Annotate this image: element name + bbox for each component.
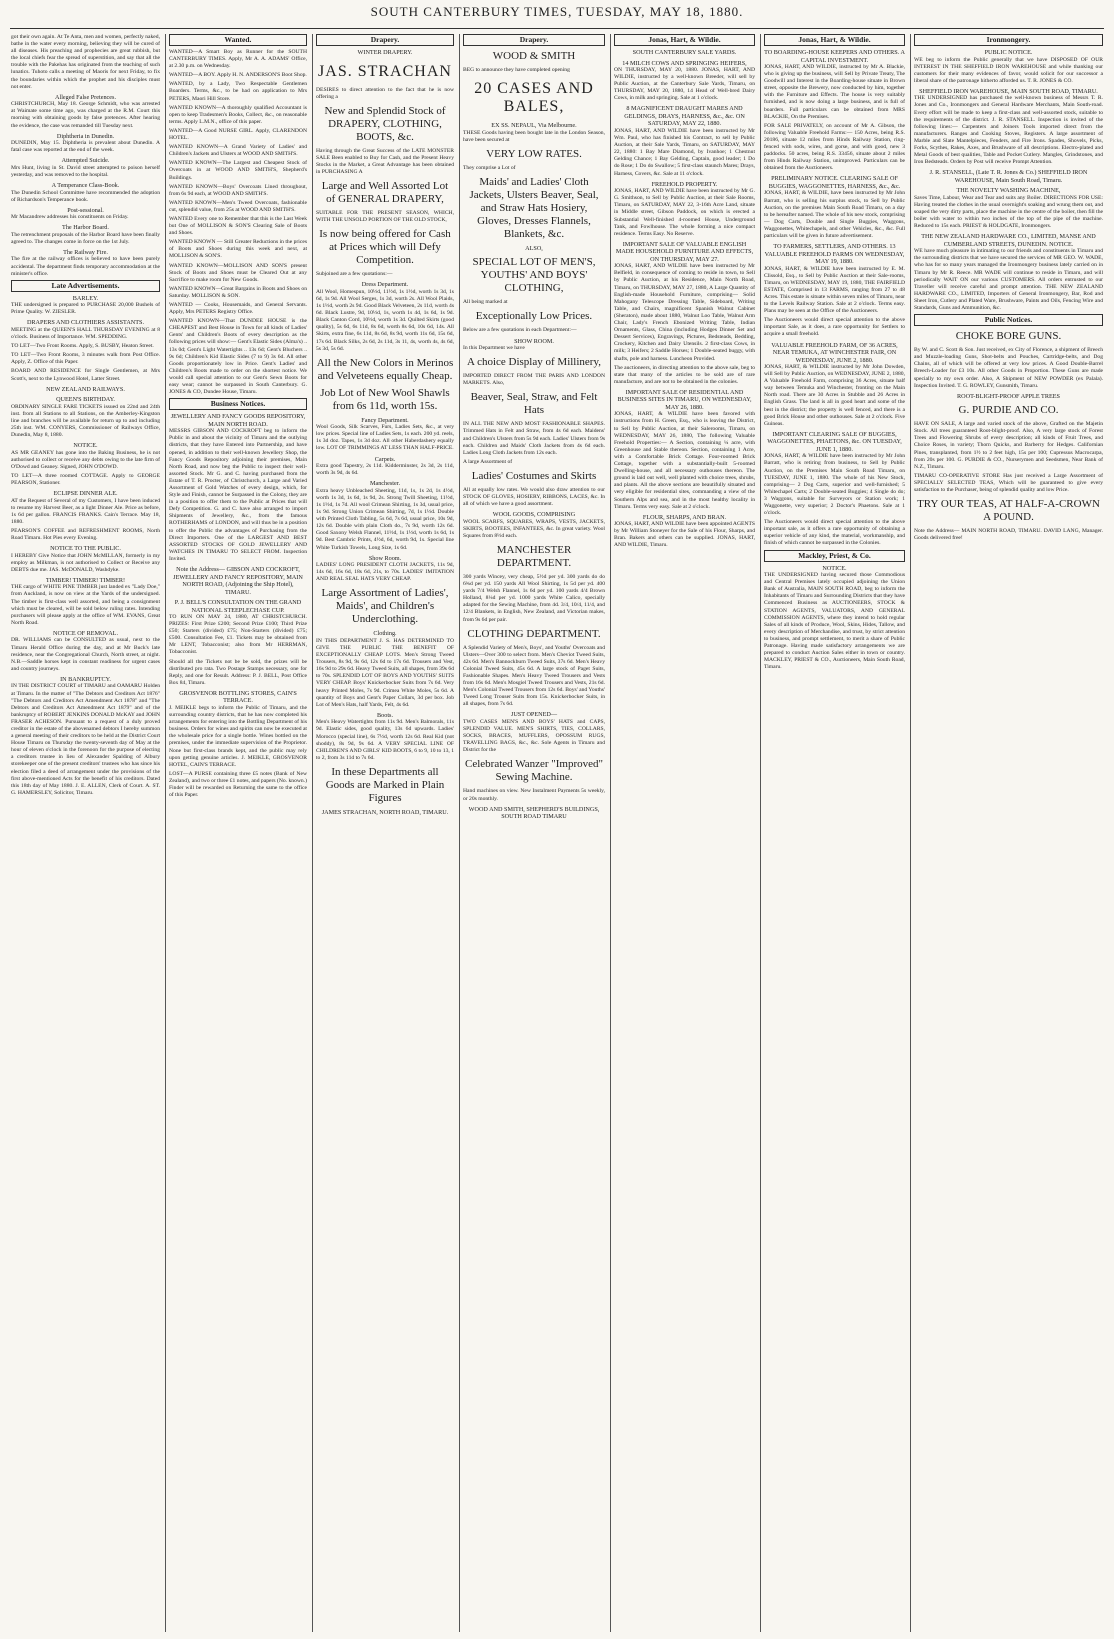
article-text: The Dunedin School Committee have recommended the adoption of Richardson's Temperance book. xyxy=(11,189,160,203)
article-text: JONAS, HART, & WILDIE instructed by Mr John Dowden, will Sell by Public Auction, on WEDNESDAY, JUNE 2, 1880, A Valuable Freehold Farm, comprising 36 Acres, situate half way between Temuka and Winchester, fronting on the Main North road. There are 30 Acres in Stubble and 26 Acres in English Grass. The land is all in good heart and some of the best in the district; the property is well fenced, and there is a good Brick House and other outhouses. Sale at 2 o'clock. Five Guineas. xyxy=(764,364,905,427)
column-heading: Wanted. xyxy=(169,34,307,46)
article-text: THE cargo of WHITE PINE TIMBER just landed ex "Lady Doe," from Auckland, is now on view at the Yards of the undersigned. The timber is first-class well assorted, and being a consignment which must be cleared, will be sold below ruling rates. Intending purchasers will please apply at the office of WM. EVANS, Great North Road. xyxy=(11,584,160,626)
article-text: WANTED — Cooks, Housemaids, and General Servants. Apply, Mrs PETERS Registry Office. xyxy=(169,302,307,316)
display-line: In these Departments all Goods are Marked in Plain Figures xyxy=(325,765,445,804)
headline: NEW ZEALAND RAILWAYS. xyxy=(46,385,125,393)
article-text: IMPORTED DIRECT FROM THE PARIS AND LONDON MARKETS. Also, xyxy=(463,373,605,387)
column-heading: Jonas, Hart, & Wildie. xyxy=(764,34,905,46)
display-line: Beaver, Seal, Straw, and Felt Hats xyxy=(470,391,598,417)
display-line: MANCHESTER DEPARTMENT. xyxy=(496,543,572,569)
headline: NOTICE TO THE PUBLIC. xyxy=(50,545,121,553)
masthead-rule xyxy=(10,28,1104,29)
article-text: JONAS, HART, AND WILDIE have been appointed AGENTS by Mr William Stoneyer for the Sale of his Flour, Sharps, and Bran. Bakers and others can be supplied. JONAS, HART, AND WILDIE, Timaru. xyxy=(614,521,755,549)
column-3 xyxy=(312,34,457,1632)
section-heading: Public Notices. xyxy=(914,314,1103,326)
article-text: The Auctioneers would direct special attention to the above important Sale, as it does, a rare opportunity for Settlers to acquire a small freehold. xyxy=(764,317,905,338)
headline: Diphtheria in Dunedin. xyxy=(56,132,115,140)
headline: SHOW ROOM. xyxy=(514,337,554,345)
article-text: CHRISTCHURCH, May 18. George Schmidt, who was arrested at Waimate some time ago, was charged at the R.M. Court this morning with obtaining goods by false pretences. After hearing the evidence, the case was remanded till Tuesday next. xyxy=(11,101,160,129)
article-text: Extra good Tapestry, 2s 11d. Kidderminster, 2s 3d, 2s 11d, worth 3s 9d, 4s 6d. xyxy=(316,463,454,477)
headline: FREEHOLD PROPERTY. xyxy=(651,180,718,188)
article-text: JONAS, HART, AND WILDIE have been instructed by Mr G. G. Smithson, to Sell by Public Auction, at their Sale Rooms, Timaru, on SATURDAY, MAY 22, 3-16th Acre Land, situate in Middle street, Gibson Paddock, on which is erected a Substantial Well-finished 4-roomed House, Underground Tank, and Fowlhouse. The whole forming a nice compact residence. Terms Easy. No Reserve. xyxy=(614,188,755,237)
article-text: WANTED KNOWN—Great Bargains in Boots and Shoes on Saturday. MOLLISON & SON. xyxy=(169,285,307,299)
headline: IMPORTANT SALE OF RESIDENTIAL AND BUSINESS SITES IN TIMARU, ON WEDNESDAY, MAY 26, 1880. xyxy=(617,388,752,411)
headline: 14 MILCH COWS AND SPRINGING HEIFERS, xyxy=(622,59,747,67)
article-text: WANTED—A Good NURSE GIRL. Apply, CLARENDON HOTEL. xyxy=(169,127,307,142)
article-text: AT the Request of Several of my Customers, I have been induced to resume my Harvest Beer, as a light Dinner Ale. Price as before, 1s 6d per gallon. FRANCIS FRANKS. Cain's Terrace. May 18, 1880. xyxy=(11,497,160,525)
display-line: A choice Display of Millinery, xyxy=(466,356,601,369)
headline: SOUTH CANTERBURY SALE YARDS. xyxy=(632,49,737,56)
article-text: IN THIS DEPARTMENT J. S. HAS DETERMINED TO GIVE THE PUBLIC THE BENEFIT OF EXCEPTIONALLY CHEAP LOTS. Men's Strong Tweed Trousers, 8s 9d, 9s 6d, 12s 6d to 17s 6d. Trousers and Vest, 16s 9d to 29s 6d. Heavy Tweed Suits, all shapes, from 39s 6d to 70s. SPLENDID LOT OF BOYS AND YOUTHS' SUITS VERY CHEAP. Boys' Knickerbocker Suits from 7s 6d. Very heavy Printed Moles, 7s 9d. Crimea White Moles, 5s 6d. A quantity of Boys and Gent's Paper Collars, 3d per box. Job Lot of Men's Hats, half Yards, Felt, 4s 6d. xyxy=(316,637,454,708)
headline: NOTICE OF REMOVAL. xyxy=(52,629,119,637)
headline: Fancy Department. xyxy=(361,416,409,424)
article-text: The retrenchment proposals of the Harbor Board have been finally agreed to. The changes come in force on the 1st July. xyxy=(11,231,160,245)
display-line: Exceptionally Low Prices. xyxy=(475,310,593,323)
headline: IMPORTANT SALE OF VALUABLE ENGLISH MADE HOUSEHOLD FURNITURE AND EFFECTS, ON THURSDAY, MAY 27. xyxy=(615,240,754,263)
headline: TO BOARDING-HOUSE KEEPERS AND OTHERS. A CAPITAL INVESTMENT. xyxy=(764,49,905,64)
headline: VALUABLE FREEHOLD FARM, OF 36 ACRES, NEAR TEMUKA, AT WINCHESTER FAIR, ON WEDNESDAY, JUNE 2, 1880. xyxy=(771,341,898,364)
headline: JEWELLERY AND FANCY GOODS REPOSITORY, MAIN NORTH ROAD. xyxy=(170,413,306,428)
article-text: PEARSON'S COFFEE and REFRESHMENT ROOMS, North Road Timaru. Hot Pies every Evening. xyxy=(11,527,160,541)
article-text: THE UNDERSIGNED has purchased the well-known business of Messrs T. R. Jones and Co., Ironmongers and General Hardware Merchants, Main South-road. Every effort will be made to keep a first-class and well-assorted stock, suitable to the requirements of the district. J. R. STANSELL. Inspection is invited of the following lines:— Carpenters and Joiners Tools imported direct from the manufacturers. Ranges and Cooking Stoves, Registers. A large assortment of Marble and Slate Mantelpieces, Fenders, and Fire Irons. Spades, Shovels, Picks, Forks, Scythes, Rakes, Axes, and Brushware of all descriptions. Electro-plated and Metal Goods of best qualities, Table and Pocket Cutlery. Mangles, Grindstones, and Iron Bedsteads. Orders by Post will receive Prompt Attention. xyxy=(914,95,1103,166)
article-text: BEG to announce they have completed opening xyxy=(463,67,570,73)
headline: Manchester. xyxy=(369,480,401,488)
headline: Clothing. xyxy=(373,630,397,638)
article-text: WE have much pleasure in intimating to our friends and constituents in Timaru and the surrounding districts that we have secured the services of MR GEO. W. WADE, who has for so many years managed the Ironmongery business lately carried on in Timaru by Mr R. Reece. MR WADE will continue to reside in Timaru, and will periodically WAIT ON our various CUSTOMERS. All orders entrusted to our Traveller will receive careful and prompt attention. THE NEW ZEALAND HARDWARE CO., LIMITED, Importers of General Ironmongery, Bar, Rod and Sheet Iron, Cutlery and Plated Ware, Brushware, Paints and Oils, Fencing Wire and Standards, Guns and Ammunition, &c. xyxy=(914,248,1103,312)
article-text: 300 yards Wincey, very cheap, 5½d per yd. 300 yards do do 6¾d per yd. 150 yards All Wool Shirting, 1s 5d per yd. 400 yards 7/4 Welsh Flannel, 1s 6d per yd. 100 yards 4/4 Brown Holland, 8¼d per yd. 1000 yards White Calico, specially adapted for the Sewing Machine, from 4d. 3/4, 10/4, 11/4, and 12/4 Blankets, in English, New Zealand, and Victorian makes, from 9s 6d per pair. xyxy=(463,573,605,623)
column-heading: Jonas, Hart, & Wildie. xyxy=(614,34,755,46)
article-text: BOARD AND RESIDENCE for Single Gentlemen, at Mrs Scott's, next to the Lynwood Hotel, Latter Street. xyxy=(11,368,160,382)
column-4 xyxy=(459,34,608,1632)
column-1 xyxy=(8,34,163,1632)
headline: Carpets. xyxy=(374,455,396,463)
display-title: 20 CASES AND BALES, xyxy=(474,80,594,116)
article-text: JONAS, HART, & WILDIE have been instructed by E. M. Clissold, Esq., to Sell by Public Auction at their Sale-rooms, Timaru, on WEDNESDAY, MAY 19, 1880, THE FAIRFIELD ESTATE, Comprised in 13 FARMS, ranging from 27 to 48 Acres. This estate is situate within seven miles of Timaru, near to the Levels Railway Station. Sale at 2 o'clock. Terms easy. Plans may be seen at the Office of the Auctioneers. xyxy=(764,265,905,315)
article-text: ORDINARY SINGLE FARE TICKETS issued on 22nd and 24th inst. from all Stations to all Stations, on the Amberley-Kingston line and branches will be available for return up to and including 25th inst. WM. CONYERS, Commissioner of Railways Office, Dunedin, May 8, 1880. xyxy=(11,403,160,438)
headline: ALSO, xyxy=(525,244,543,252)
article-text: Mrs Hunt, living in St. David street attempted to poison herself yesterday, and was removed to the hospital. xyxy=(11,164,160,178)
article-text: Mr Macandrew addresses his constituents on Friday. xyxy=(11,214,129,221)
column-7 xyxy=(910,34,1106,1632)
column-heading: Ironmongery. xyxy=(914,34,1103,46)
article-text: TO RUN ON MAY 24, 1880, AT CHRISTCHURCH. PRIZES: First Prize £200; Second Prize £100; Third Prize £50; Starters (divided) £75; Non-Starters (divided) £75; £500. Consultation Fee, £1. Tickets may be obtained from Mr LENT, Tobacconist; also from Mr HERRMAN, Tobacconist. xyxy=(169,614,307,656)
headline: EX SS. NEPAUL, Via Melbourne. xyxy=(491,122,577,130)
headline: PRELIMINARY NOTICE. CLEARING SALE OF BUGGIES, WAGGONETTES, HARNESS, &c., &c. xyxy=(768,175,901,190)
display-line: Is now being offered for Cash at Prices which will Defy Competition. xyxy=(319,228,451,267)
article-text: MESSRS GIBSON AND COCKROFT beg to inform the Public in and about the vicinity of Timaru and the outlying districts, that they have Entered into Partnership, and have opened, in addition to their well-known Jewellery Shop, the Fancy Goods Repository adjoining their premises, Main North Road, and now beg the Public to inspect their well-assorted Stock. Mr G. and C. having purchased from the Estate of T. R. Procter, of Christchurch, a Large and Varied Assortment of Gold Watches of every design, which, for Style and Finish, cannot be Surpassed in the Colony, they are in a position to offer them to the Public at Prices that will Defy Competition. G. and C. have also arranged to import Shipments of Jewellery, &c., from the famous ROTHERHAMS of LONDON, and will thus be in a position to offer the Public the advantages of Purchasing from the Direct Importers. One of the LARGEST AND BEST ASSORTED STOCKS OF GOLD JEWELLERY AND WATCHES IN TIMARU TO SELECT FROM. Inspection Invited. xyxy=(169,428,307,562)
article-text: SUITABLE FOR THE PRESENT SEASON, WHICH, WITH THE UNSOLD PORTION OF THE OLD STOCK, xyxy=(316,210,454,224)
headline: P. J. BELL'S CONSULTATION ON THE GRAND NATIONAL STEEPLECHASE CUP. xyxy=(174,599,302,614)
display-line: CHOKE BORE GUNS. xyxy=(955,330,1062,343)
article-text: WANTED, by a Lady, Two Respectable Gentlemen Boarders. Terms, &c., to be had on application to Mrs PETERS, Maori Hill Store. xyxy=(169,81,307,102)
article-text: AS MR GEANEY has gone into the Baking Business, he is not authorised to collect or receive any debts owing to the late firm of O'Dowd and Geaney. Signed, JOHN O'DOWD. xyxy=(11,449,160,470)
headline: GROSVENOR BOTTLING STORES, CAIN'S TERRACE. xyxy=(179,689,297,705)
article-text: ON THURSDAY, MAY 20, 1880. JONAS, HART, AND WILDIE, instructed by a well-known Breeder, will sell by Public Auction, at the Canterbury Sale Yards, Timaru, on THURSDAY, MAY 20, 1880, 14 Head of Well-bred Dairy Cows, in milk and springing. Sale at 1 o'clock. xyxy=(614,67,755,102)
headline: THE NOVELTY WASHING MACHINE, xyxy=(956,187,1061,195)
article-text: WANTED KNOWN—Boys' Overcoats Lined throughout, from 6s 9d each, at WOOD AND SMITH'S. xyxy=(169,183,307,197)
headline: QUEEN'S BIRTHDAY. xyxy=(56,396,115,404)
article-text: JONAS, HART, AND WILDIE have been instructed by Mr Belfield, in consequence of coming to reside in town, to Sell by Public Auction, at his Residence, Main North Road, Timaru, on THURSDAY, MAY 27, 1880, A Large Quantity of English-made Household Furniture, comprising— Solid Mahogany Telescope Dressing Table, Sideboard, Writing Table, and Chairs, magnificent Spanish Walnut Cabinet (Sheraton), made about 1880, Walnut Loo Table, Walnut Arm Chair, Lady's French Ebonized Writing Table, Indian Ornaments, Glass, China (including Hodges Dinner Set and Dessert Services), Engravings, Pictures, Bedsteads, Bedding, Crockery, Kitchen and Dairy Utensils. 2 first-class Cows, in milk; 3 Heifers; 2 Saddle Horses; 1 Double-seated buggy, with shafts, pole and harness. Luncheon Provided. xyxy=(614,263,755,362)
article-text: The fire at the railway offices is believed to have been purely accidental. The department finds temporary accommodation at the minister's office. xyxy=(11,256,160,277)
article-text: Saves Time, Labour, Wear and Tear and suits any Boiler. DIRECTIONS FOR USE: Having treated the clothes in the usual overnight's soaking and wrung them out, and soaped the very dirty parts, place the machine in the centre of the boiler, then fill the boiler with water to within two inches of the top of the pipe of the machine. Reduced to 15s each. PRIEST & HOLDGATE, Ironmongers. xyxy=(914,194,1103,230)
display-line: Job Lot of New Wool Shawls from 6s 11d, worth 15s. xyxy=(320,386,450,412)
display-title: JAS. STRACHAN xyxy=(318,62,452,80)
display-line: TRY OUR TEAS, AT HALF-A-CROWN A POUND. xyxy=(917,498,1100,524)
article-text: JONAS, HART, & WILDIE have been favored with instructions from H. Green, Esq., who is leaving the District, to Sell by Public Auction, at their Salerooms, Timaru, on WEDNESDAY, MAY 26, 1880, The following Valuable Freehold Properties:— A Section, containing ¼ acre, with Greenhouse and Stable thereon. Section, containing 1 Acre, with a Comfortable Brick Cottage. Four-roomed Brick Cottage, together with a substantially-built 5-roomed Dwelling-house, and all necessary outhouses thereon. The ground is laid out well, well planted with choice trees, shrubs, and plants. All the above sections are beautifully situated and very eligible for residential sites, commanding a view of the Southern Alps and sea, and in the most healthy locality in Timaru. Terms very easy. Sale at 2 o'clock. xyxy=(614,411,755,510)
article-text: TO LET—A three roomed COTTAGE. Apply to GEORGE PEARSON, Stationer. xyxy=(11,472,160,486)
article-text: WANTED KNOWN—That DUNDEE HOUSE is the CHEAPEST and Best House in Town for all kinds of Ladies' Gents' and Children's Boots of every description as the following prices will show:— Gent's Elastic Sides (Alma's) .. 13s 0d; Gent's Light Watertights .. 13s 6d; Gent's Bluchers .. 9s 6d; Children's Kid Elastic Sides (7 to 9) 3s 6d. All other Goods proportionately low in Price. Gent's Ladies' and Children's Boots made to order on the shortest notice. We would call special attention to our Gent's Sewn Boots for easy wear; cannot be surpassed in South Canterbury. G. JONES & CO, Dundee House, Timaru. xyxy=(169,318,307,396)
display-line: Large Assortment of Ladies', Maids', and Children's Underclothing. xyxy=(321,587,449,626)
article-text: J. MEIKLE begs to inform the Public of Timaru, and the surrounding country districts, that he has now completed his arrangements for entering into the Bottling Department of his business. Orders for wines and spirits can now be executed at the wholesale price for a single bottle. Wines bottled on the premises, under the immediate supervision of the Proprietor. None but first-class brands kept, and the public may rely upon getting genuine articles. J. MEIKLE, GROSVENOR HOTEL, CAIN'S TERRACE. xyxy=(169,704,307,768)
headline: Boots. xyxy=(377,711,393,719)
headline: SHEFFIELD IRON WAREHOUSE, MAIN SOUTH ROAD, TIMARU. xyxy=(919,87,1098,95)
headline: Note the Address— GIBSON AND COCKROFT, JEWELLERY AND FANCY REPOSITORY, MAIN NORTH ROAD, (Adjoining the Ship Hotel), TIMARU. xyxy=(173,566,303,596)
article-text: THE undersigned is prepared to PURCHASE 20,000 Bushels of Prime Quality. W. ZIESLER. xyxy=(11,302,160,316)
masthead: SOUTH CANTERBURY TIMES, TUESDAY, MAY 18, 1880. xyxy=(370,4,744,19)
headline: FLOUR, SHARPS, AND BRAN. xyxy=(642,513,727,521)
article-text: Below are a few quotations in each Department:— xyxy=(463,327,577,334)
article-text: In this Department we have xyxy=(463,345,525,352)
column-6 xyxy=(760,34,908,1632)
headline: BARLEY. xyxy=(72,294,99,302)
article-text: TIMARU CO-OPERATIVE STORE Has just received a Large Assortment of SPECIALLY SELECTED TEAS, Which will be guaranteed to give every satisfaction to the Purchaser, being of splendid quality and low Price. xyxy=(914,472,1103,494)
column-2 xyxy=(165,34,310,1632)
headline: NOTICE. xyxy=(822,564,847,572)
section-heading: Business Notices. xyxy=(169,398,307,410)
display-line: New and Splendid Stock of DRAPERY, CLOTHING, BOOTS, &c. xyxy=(324,104,446,143)
article-text: DUNEDIN, May 15. Diphtheria is prevalent about Dunedin. A fatal case was reported at the end of the week. xyxy=(11,140,160,154)
headline: TO FARMERS, SETTLERS, AND OTHERS. 13 VALUABLE FREEHOLD FARMS ON WEDNESDAY, MAY 19, 1880. xyxy=(764,243,905,266)
headline: Dress Department. xyxy=(361,281,409,289)
article-text: DESIRES to direct attention to the fact that he is now offering a xyxy=(316,86,454,100)
headline: Post-sessional. xyxy=(67,206,104,214)
headline: Attempted Suicide. xyxy=(61,157,110,165)
article-text: They comprise a Lot of xyxy=(463,164,516,171)
display-line: Celebrated Wanzer "Improved" Sewing Machine. xyxy=(465,758,603,784)
headline: WOOD AND SMITH, SHEPHERD'S BUILDINGS, SOUTH ROAD TIMARU xyxy=(468,805,600,821)
article-text: WANTED Every one to Remember that this is the Last Week but One of MOLLISON & SON'S Clearing Sale of Boots and Shoes. xyxy=(169,215,307,237)
article-text: IN ALL THE NEW AND MOST FASHIONABLE SHAPES. Trimmed Hats in Felt and Straw, from 4s 6d each. Maidens' and Children's Ulsters from 5s 9d each. Ladies' Ulsters from 9s each. Children and Maids' Cloth Jackets from 4s 6d each. Ladies Long Cloth Jackets from 12s each. xyxy=(463,421,605,456)
article-text: Extra heavy Unbleached Sheeting, 11d, 1s, 1s 2d, 1s 4½d, worth 1s 3d, 1s 6d, 1s 9d, 2s. Strong Twill Sheeting, 11½d, 1s 1½d, 1s 7d. All wool Crimean Shirting, 1s 3d, usual price, 1s 9d. Strong Union Crimean Shirting, 7d, 1s 1½d. Double with Printed Cloth Tabling, 5s 6d, 7s 6d, usual price, 10s 9d, 12s 6d. Double with plain Cloth do., 7s 9d, worth 12s 6d. Good Saxony Welsh Flannel, 11½d, 1s 1½d, worth 1s 6d, 1s 9d. Best Cambric Prints, 4½d, 6d, worth 9d, 1s. Special line White Turkish Towels, Long Size, 1s 6d. xyxy=(316,487,454,551)
article-text: HAVE ON SALE, A large and varied stock of the above, Grafted on the Majetin Stock. All trees guaranteed Root-blight-proof. Also, A very large stock of Forest Trees and Flowering Shrubs of every description; all kinds of Fruit Trees, and Choice Roses, in variety; Thorn Quicks, and Barberry for Hedges. Californian Pines, transplanted, from 1½ to 2 feet high, 15s per 100; Cupressus Macrocarpa, from 20s per 100. G. PURDIE & CO., Nurserymen and Seedsmen, Near Bank of N.Z., Timaru. xyxy=(914,421,1103,470)
article-text: FOR SALE PRIVATELY, on account of Mr A. Gibson, the following Valuable Freehold Farms:— 150 Acres, being R.S. 20186, situate 12 miles from Hinds Railway Station, ring-fenced with sods, wires, and gorse, and with good, new 3 paddocks. 50 acres, being R.S. 33456, situate about 2 miles from Hinds Railway Station, unimproved. Particulars can be obtained from the Auctioneers. xyxy=(764,122,905,172)
headline: WINTER DRAPERY. xyxy=(357,49,413,56)
headline: DRAPERS AND CLOTHIERS ASSISTANTS. xyxy=(26,319,145,327)
display-line: All the New Colors in Merinos and Velveteens equally Cheap. xyxy=(316,356,454,382)
display-line: SPECIAL LOT OF MEN'S, YOUTHS' AND BOYS' CLOTHING, xyxy=(472,256,596,295)
headline: The Railway Fire. xyxy=(63,248,108,256)
article-text: WANTED KNOWN—A thoroughly qualified Accountant is open to keep Tradesmen's Books, Collect, &c., on reasonable terms. Apply L.M.N., office of this paper. xyxy=(169,104,307,125)
article-text: A large Assortment of xyxy=(463,458,513,465)
headline: J. R. STANSELL, (Late T. R. Jones & Co.) SHEFFIELD IRON WAREHOUSE, Main South Road, Timaru. xyxy=(929,169,1088,184)
headline: NOTICE. xyxy=(73,442,98,450)
display-line: CLOTHING DEPARTMENT. xyxy=(467,627,601,640)
headline: THE NEW ZEALAND HARDWARE CO., LIMITED, MANSE AND CUMBERLAND STREETS, DUNEDIN. NOTICE. xyxy=(921,233,1096,248)
display-line: Large and Well Assorted Lot of GENERAL DRAPERY, xyxy=(321,180,449,206)
article-text: THESE Goods having been bought late in the London Season, have been secured at xyxy=(463,129,605,143)
section-heading: Mackley, Priest, & Co. xyxy=(764,550,905,562)
article-text: A Splendid Variety of Men's, Boys', and Youths' Overcoats and Ulsters—Over 300 to select from. Men's Cheviot Tweed Suits, 42s 6d. Men's Bannockburn Tweed Suits, 37s 6d. Men's Heavy Colonial Tweed Suits, 45s 6d. A large stock of Paget Suits, Fashionable Shapes. Men's Heavy Tweed Trousers and Vests from 16s 6d. Men's Mosgiel Tweed Trousers and Vests, 21s 6d. Men's Colonial Tweed Trousers from 12s 6d. Boys' and Youths' Tweed Long Trouser Suits from 15s. Knickerbocker Suits, in all shapes, from 7s 6d. xyxy=(463,644,605,708)
article-text: WANTED KNOWN — Still Greater Reductions in the prices of Boots and Shoes during this week and next, at MOLLISON & SON'S. xyxy=(169,239,307,260)
display-line: Maids' and Ladies' Cloth Jackets, Ulsters Beaver, Seal, and Straw Hats Hosiery, Gloves, Dresses Flannels, Blankets, &c. xyxy=(469,175,599,240)
article-text: JONAS, HART, & WILDIE have been instructed by Mr John Barratt, who is retiring from business, to Sell by Public Auction, on the Premises Main South Road Timaru, on TUESDAY, JUNE 1, 1880. The whole of his New Stock, comprising— 2 Dog Carts, superior and well-furnished; 5 Whitechapel Carts; 2 Double-seated Buggies; 4 Single do do; 3 Waggons, suitable for Surveyors or Station work; 1 Waggonette, very superior; 2 Doctor's Phaetons. Sale at 1 o'clock. xyxy=(764,453,905,517)
article-text: TWO CASES MEN'S AND BOYS' HATS and CAPS, SPLENDID VALUE. MEN'S SHIRTS, TIES, COLLARS, SOCKS, BRACES, MUFFLERS, OPOSSUM RUGS, TRAVELLING BAGS, &c., &c. Sole Agents in Timaru and District for the xyxy=(463,718,605,754)
article-text: IN THE DISTRICT COURT of TIMARU and OAMARU Holden at Timaru. In the matter of "The Debtors and Creditors Act 1876" "The Debtors and Creditors Act Amendment Act 1878" and "The Debtors and Creditors Act Amendment Act 1879" and of the bankruptcy of ROBERT JENKINS DONALD McKAY and JOHN FRASER ACHESON. Pursuant to a request of a duly proved creditor in the estate of the abovenamed debtors I hereby summon a general meeting of their creditors to be held at the District Court House Timaru on Thursday the twenty-seventh day of May at the hour of eleven o'clock in the forenoon for the purpose of electing a creditors trustee in lieu of Alexander Spalding of Albury storekeeper one of the present creditors' trustees who has since his election filed a deed of arrangement under the provisions of the first above-mentioned Acts for the benefit of his creditors. Dated this 18th day of May 1880. J. E. ALLEN, Clerk of Court. A. ST. G. HAMERSLEY, Solicitor, Timaru. xyxy=(11,683,160,796)
headline: JUST OPENED— xyxy=(510,711,558,719)
headline: TIMBER! TIMBER! TIMBER! xyxy=(45,576,126,584)
column-heading: Drapery. xyxy=(463,34,605,46)
article-text: The auctioneers, in directing attention to the above sale, beg to state that many of the articles to be sold are of rare manufacture, and are not to be obtained in the colonies. xyxy=(614,364,755,385)
article-text: MEETING at the QUEEN'S HALL THURSDAY EVENING at 8 o'clock. Business of Importance. WM. SPEDDING. xyxy=(11,326,160,341)
display-line: G. PURDIE AND CO. xyxy=(958,404,1059,417)
article-text: Subjoined are a few quotations:— xyxy=(316,271,393,278)
article-text: The Auctioneers would direct special attention to the above important sale, as it offers a rare opportunity of obtaining a superior vehicle of any kind, the material, workmanship, and finish of which cannot be surpassed in the Colonies. xyxy=(764,519,905,547)
article-text: I HEREBY Give Notice that JOHN McMILLAN, formerly in my employ as Milkman, is not authorised to Collect or Receive any DEBTS due me. JAS. McDONALD, Washdyke. xyxy=(11,552,160,573)
article-text: THE UNDERSIGNED having secured those Commodious and Central Premises lately occupied adjoining the Union Bank of Australia, MAIN SOUTH ROAD, beg to inform the Inhabitants of Timaru and Surrounding Districts that they have Commenced Business as AUCTIONEERS, STOCK & STATION AGENTS, VALUATORS, AND GENERAL COMMISSION AGENTS, where they intend to hold regular Sales of all kinds of Produce, Wool, Skins, Hides, Tallow, and every description of Merchandise, and trust, by strict attention to business, and prompt settlement, to merit a share of Public Patronage. Having made satisfactory arrangements we are prepared to conduct Auction Sales either in town or country. MACKLEY, PRIEST & CO., Auctioneers, Main South Road, Timaru. xyxy=(764,572,905,671)
article-text: WOOL SCARFS, SQUARES, WRAPS, VESTS, JACKETS, SKIRTS, BOOTEES, INFANTEES, &c. In great variety. Wool Squares from 8½d each. xyxy=(463,518,605,539)
article-text: Having through the Great Success of the LATE MONSTER SALE Been enabled to Buy for Cash, and the Present Heavy Stocks in the Market, a Great Advantage has been obtained in PURCHASING A xyxy=(316,147,454,175)
article-text: Men's Heavy Watertights from 11s 9d. Men's Balmorals, 11s 9d. Elastic sides, good quality, 13s 6d upwards. Ladies' Morocco (special line), 6s 7½d, worth 12s 6d. Real Kid (not shoddy), 8s 9d, 9s 6d. A VERY SPECIAL LINE OF CHILDREN'S AND GIRLS' KID BOOTS, 6 to 9, 10 to 13, 1 to 2, from 3s 11d to 7s 6d. xyxy=(316,719,454,761)
display-line: WOOD & SMITH xyxy=(492,50,576,62)
article-text: WANTED KNOWN—The Largest and Cheapest Stock of Overcoats in at WOOD AND SMITH'S, Shepherd's Buildings. xyxy=(169,160,307,181)
headline: Alleged False Pretences. xyxy=(55,93,116,101)
article-text: WANTED—A BOY. Apply H. N. ANDERSON'S Boot Shop. xyxy=(169,72,307,79)
article-text: All being marked at xyxy=(463,299,508,306)
article-text: LOST—A PURSE containing three £5 notes (Bank of New Zealand), and two or three £1 notes, and papers (No. known.) Finder will be rewarded on Returning the same to the office of this Paper. xyxy=(169,770,307,799)
article-text: JONAS, HART, AND WILDIE, instructed by Mr A. Blackie, who is giving up the business, will Sell by Private Treaty, The Goodwill and Interest in the Boarding-house situate in Brown street, opposite the Brewery, now conducted by him, together with the Furniture and Effects. The house is very suitably furnished, and is now doing a large business, and is full of boarders. Full particulars can be obtained from MRS BLACKIE, On the Premises. xyxy=(764,64,905,120)
column-heading: Drapery. xyxy=(316,34,454,46)
article-text: All at equally low rates. We would also draw attention to our STOCK OF GLOVES, HOSIERY, RIBBONS, LACES, &c. In all of which we have a good assortment. xyxy=(463,486,605,508)
article-text: TO LET—Two Front Rooms, 3 minutes walk from Post Office. Apply, Z. Office of this Paper. xyxy=(11,352,160,366)
article-text: Note the Address— MAIN NORTH ROAD, TIMARU. DAVID LANG, Manager. Goods delivered free! xyxy=(914,528,1103,542)
article-text: Should all the Tickets not be be sold, the prizes will be distributed pro rata. Two Postage Stamps necessary, one for Reply, and one for Result. Address: P. J. BELL, Post Office Box 84, Timaru. xyxy=(169,658,307,686)
article-text: By W. and C. Scott & Son. Just received, ex City of Florence, a shipment of Breech and Muzzle-loading Guns, Shot-belts and Pouches, Cartridge-belts, and Dog Chains, all of which will be offered at very low prices. A Good Double-Barrel Breech-Loader for £3 10s. All other Goods in Proportion. These Guns are made specially to my own order. Also, A Shipment of NEW POWDER (ex Palala). Inspection Invited. T. G. ROWLEY, Gunsmith, Timaru. xyxy=(914,347,1103,389)
article-text: Wool Goods, Silk Scarves, Furs, Ladies Sets, &c., at very low prices. Special line of Ladies Sets, 1s each. 200 yd. reels, 1s 3d doz. Tapes, 1s 3d doz. All other Haberdashery equally low. LOT OF TRIMMINGS AT LESS THAN HALF-PRICE. xyxy=(316,424,454,452)
article-text: WANTED—A Smart Boy as Runner for the SOUTH CANTERBURY TIMES. Apply, Mr A. A. ADAMS' Office, at 2.30 p.m. on Wednesday. xyxy=(169,49,307,70)
headline: A Temperance Class-Book. xyxy=(51,182,120,189)
article-text: WE beg to inform the Public generally that we have DISPOSED OF OUR INTEREST IN THE SHEFFIELD IRON WAREHOUSE and while thanking our customers for their many evidences of favor, would solicit for our successor a liberal share of the patronage hitherto afforded us. T. R. JONES & CO. xyxy=(914,56,1103,84)
display-line: VERY LOW RATES. xyxy=(486,147,582,160)
article-text: WANTED KNOWN—Men's Tweed Overcoats, fashionable cut, splendid value, from 25s at WOOD AND SMITH'S. xyxy=(169,199,307,213)
headline: JAMES STRACHAN, NORTH ROAD, TIMARU. xyxy=(321,808,449,816)
headline: The Harbor Board. xyxy=(62,224,109,232)
article-text: TO LET—Two Front Rooms. Apply, S. BUSBY, Heaton Street. xyxy=(11,343,154,350)
article-text: Hand machines on view. New Instalment Payments 5s weekly, or 20s monthly. xyxy=(463,788,605,802)
column-5 xyxy=(610,34,758,1632)
article-text: LADIES' LONG PRESIDENT CLOTH JACKETS, 11s 9d, 14s 6d, 16s 6d, 18s 6d, 21s, to 70s. LADIES' IMITATION AND REAL SEAL HATS VERY CHEAP. xyxy=(316,562,454,583)
section-heading: Late Advertisements. xyxy=(11,280,160,292)
article-text: got their own again. At Te Anta, men and women, perfectly naked, bathe in the water every morning, believing they will be cured of all diseases. His preaching and prophecies are great rubbish, but the local chiefs fear the spread of superstition, and say that all the trouble with the Pakehas has originated from the teaching of such lunatics. Tuhoto calls a meeting of Maoris for next Friday, to fix the boundaries within which the prophet and his disciples must not enter. xyxy=(11,34,160,90)
article-text: WANTED KNOWN—MOLLISON AND SON'S present Stock of Boots and Shoes must be Cleared Out at any Sacrifice to make room for New Goods. xyxy=(169,262,307,283)
headline: PUBLIC NOTICE. xyxy=(984,49,1033,56)
article-text: JONAS, HART, AND WILDIE have been instructed by Mr Wm. Paul, who has finished his Contract, to sell by Public Auction, at their Sale Yards, Timaru, on SATURDAY, MAY 22, 1880: 1 Bay Mare Diamond, by Ivanhoe; 1 Chestnut Gelding Chance; 1 Bay Gelding, Captain, good leader; 1 Do do Rose; 1 Do do Swallow; 5 first-class staunch Mares; Drays, Harness, Covers, &c. Sale at 11 o'clock. xyxy=(614,127,755,177)
headline: IMPORTANT CLEARING SALE OF BUGGIES, WAGGONETTES, PHAETONS, &c. ON TUESDAY, JUNE 1, 1880. xyxy=(767,430,902,453)
article-text: JONAS, HART, & WILDIE, have been instructed by Mr John Barratt, who is selling his surplus stock, to Sell by Public Auction, on the premises Main South Road Timaru, on a day to be hereafter named. The whole of his new stock, comprising— Dog Carts, Double and Single Buggies, Waggons, Waggonettes, Whitechapels, and other Vehicles, &c., &c. Full particulars will be given in future advertisement. xyxy=(764,190,905,239)
display-line: Ladies' Costumes and Skirts xyxy=(471,469,597,482)
headline: Show Room. xyxy=(368,554,402,562)
headline: ROOT-BLIGHT-PROOF APPLE TREES xyxy=(957,392,1060,400)
headline: ECLIPSE DINNER ALE. xyxy=(53,490,118,498)
article-text: All Wool, Homespun, 10½d, 11½d, 1s 1½d, worth 1s 3d, 1s 6d, 1s 9d. All Wool Serges, 1s 3d, worth 2s. All Wool Plaids, 1s 1½d, worth 2s 9d. Good Black Velveteen, 2s 11d, worth 4s 6d. Black Lustre, 9d, 10½d, 1s, worth 1s 4d, 1s 6d, 1s 9d. Black Canton Cord, 10½d, worth 1s 3d. Quilted Skirts (good quality), 5s 6d, 6s 11d, 8s 6d, worth 8s 6d, 10s 6d, 14s. All Skirts, extra fine, 6s 11d, 8s 6d, 8s 9d, worth 11s 6d, 15s 6d, 17s 6d. Black Silks, 2s 6d, 2s 11d, 3s 11, 4s, worth 4s, 4s 6d, 5s 3d, 5s 6d. xyxy=(316,288,454,352)
headline: 8 MAGNIFICENT DRAUGHT MARES AND GELDINGS, DRAYS, HARNESS, &c., &c. ON SATURDAY, MAY 22, 1880. xyxy=(624,105,745,128)
headline: WOOL GOODS, COMPRISING xyxy=(492,511,576,519)
headline: IN BANKRUPTCY. xyxy=(60,675,111,683)
article-text: WANTED KNOWN—A Grand Variety of Ladies' and Children's Jackets and Ulsters at WOOD AND SMITH'S. xyxy=(169,144,307,158)
article-text: DR. WILLIAMS can be CONSULTED as usual, next to the Timaru Herald Office during the day, and at Mr Buck's late residence, near the Congregational Church, North street, at night. N.B.—Saddle horses kept in constant readiness for urgent cases and country journeys. xyxy=(11,637,160,672)
